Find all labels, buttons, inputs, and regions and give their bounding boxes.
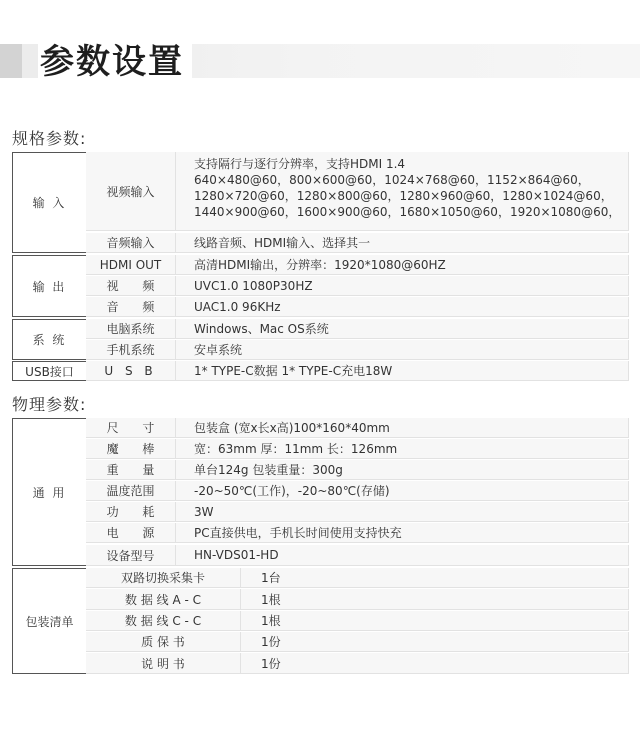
package-item: 说 明 书 [86, 653, 241, 674]
package-qty: 1根 [241, 589, 629, 610]
phys-value-weight: 单台124g 包装重量：300g [176, 460, 629, 480]
video-input-line: 1440×900@60，1600×900@60，1680×1050@60，1920×1080@60， [194, 205, 621, 219]
page-title: 参数设置 [38, 40, 192, 84]
phys-label-model: 设备型号 [86, 545, 176, 566]
spec-value-hdmi-out: 高清HDMI输出，分辨率：1920*1080@60HZ [176, 255, 629, 275]
group-output: 输 出 [12, 255, 86, 317]
spec-label-audio-input: 音频输入 [86, 233, 176, 253]
spec-label-audio: 音 频 [86, 297, 176, 317]
phys-value-wand: 宽：63mm 厚：11mm 长：126mm [176, 439, 629, 459]
spec-value-pc-system: Windows、Mac OS系统 [176, 319, 629, 339]
group-input: 输 入 [12, 152, 86, 253]
phys-value-power-consumption: 3W [176, 502, 629, 522]
phys-value-model: HN-VDS01-HD [176, 545, 629, 566]
group-package: 包装清单 [12, 568, 86, 674]
package-qty: 1根 [241, 611, 629, 631]
spec-value-usb: 1* TYPE-C数据 1* TYPE-C充电18W [176, 361, 629, 381]
video-input-line: 1280×720@60，1280×800@60，1280×960@60，1280×1024@60， [194, 189, 613, 203]
group-system: 系 统 [12, 319, 86, 360]
phys-value-size: 包装盒 (宽x长x高)100*160*40mm [176, 418, 629, 438]
spec-value-audio: UAC1.0 96KHz [176, 297, 629, 317]
phys-label-temperature: 温度范围 [86, 481, 176, 501]
spec-label-usb: U S B [86, 361, 176, 381]
phys-label-power-supply: 电 源 [86, 523, 176, 543]
phys-label-weight: 重 量 [86, 460, 176, 480]
spec-label-hdmi-out: HDMI OUT [86, 255, 176, 275]
spec-label-pc-system: 电脑系统 [86, 319, 176, 339]
package-qty: 1份 [241, 653, 629, 674]
spec-value-phone-system: 安卓系统 [176, 340, 629, 360]
group-general: 通 用 [12, 418, 86, 566]
video-input-line: 640×480@60，800×600@60，1024×768@60，1152×864@60， [194, 173, 590, 187]
phys-value-power-supply: PC直接供电，手机长时间使用支持快充 [176, 523, 629, 543]
spec-label-video-input: 视频输入 [86, 152, 176, 231]
spec-label-phone-system: 手机系统 [86, 340, 176, 360]
spec-value-video-input [176, 152, 629, 231]
phys-label-power-consumption: 功 耗 [86, 502, 176, 522]
spec-value-audio-input: 线路音频、HDMI输入、选择其一 [176, 233, 629, 253]
phys-label-size: 尺 寸 [86, 418, 176, 438]
package-qty: 1台 [241, 568, 629, 588]
group-usb: USB接口 [12, 361, 86, 381]
package-item: 数 据 线 C - C [86, 611, 241, 631]
phys-value-temperature: -20~50℃(工作)，-20~80℃(存储) [176, 481, 629, 501]
physical-section-title: 物理参数: [12, 395, 87, 414]
package-qty: 1份 [241, 632, 629, 652]
spec-label-video: 视 频 [86, 276, 176, 296]
spec-section-title: 规格参数: [12, 129, 87, 148]
spec-value-video: UVC1.0 1080P30HZ [176, 276, 629, 296]
package-item: 双路切换采集卡 [86, 568, 241, 588]
video-input-line: 支持隔行与逐行分辨率，支持HDMI 1.4 [194, 157, 406, 171]
phys-label-wand: 魔 棒 [86, 439, 176, 459]
package-item: 质 保 书 [86, 632, 241, 652]
package-item: 数 据 线 A - C [86, 589, 241, 610]
